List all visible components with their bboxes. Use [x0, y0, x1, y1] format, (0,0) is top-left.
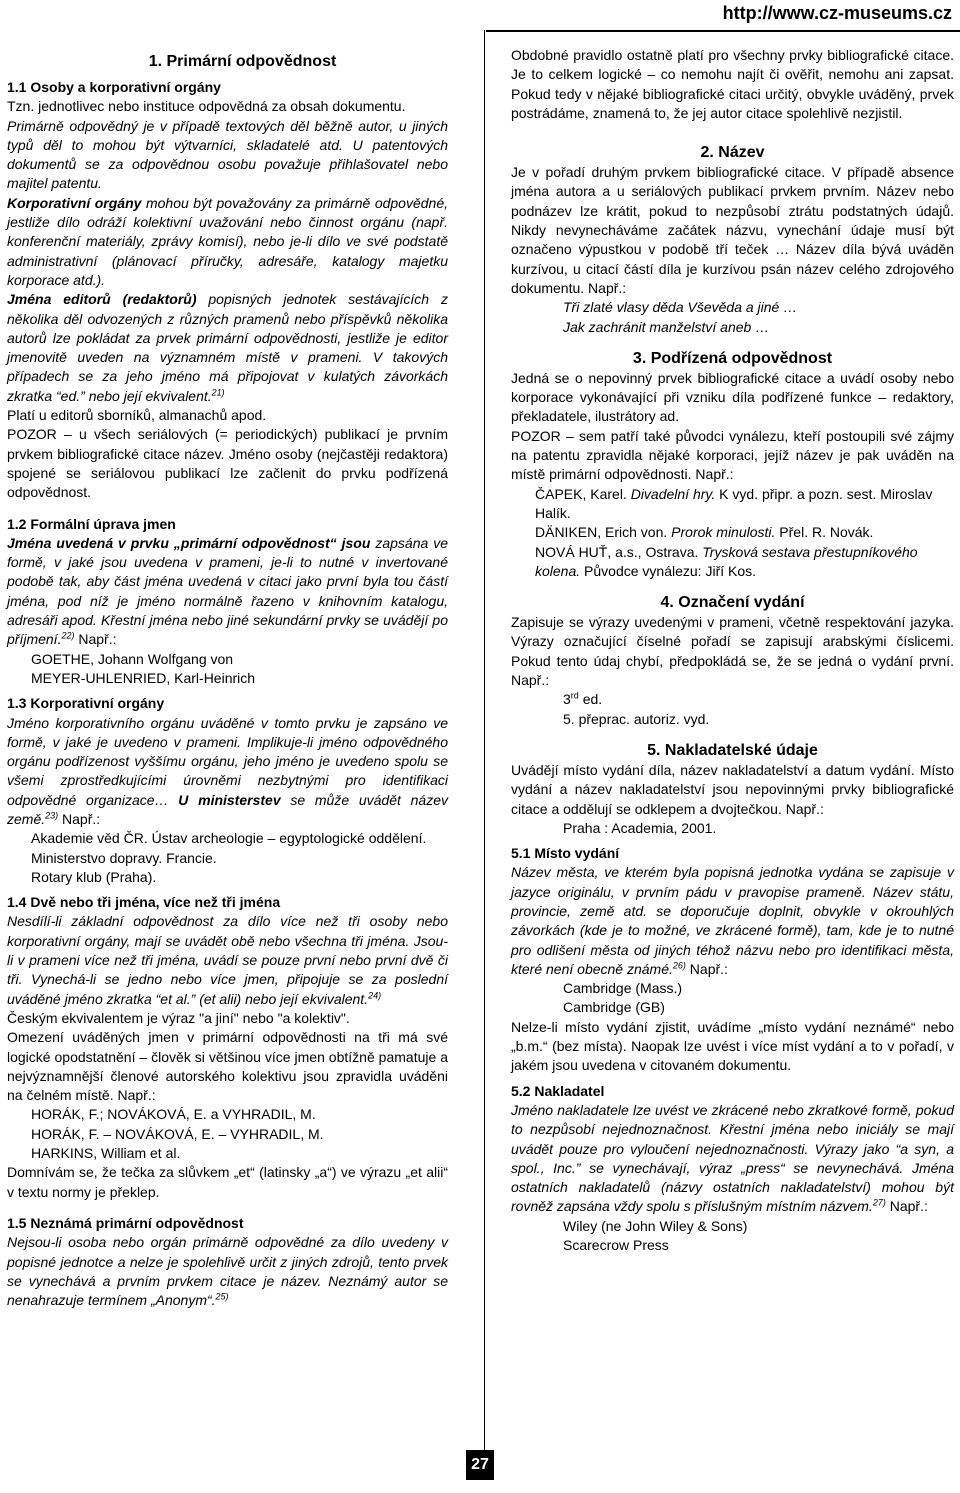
example-line: 5. přeprac. autoriz. vyd. [563, 710, 710, 727]
paragraph: POZOR – sem patří také původci vynálezu, kteří postoupili své zájmy na patentu zpravidla nějaké korporaci, jejíž název je pak uváděn na místě primární odpovědnosti. Např.: [511, 427, 954, 483]
footnote-ref: 26) [672, 960, 686, 971]
paragraph: Název města, ve kterém byla popisná jednotka vydána se zapisuje v jazyce originálu, v prvním pádu v pravopise prameně. Název státu, provincie, země atd. se doporučuje doplnit, obvykle v okrouhlých závorkách (kde je to možné, ve zkrácené formě), tam, kde je to nutné pro odlišení města od jiných téhož názvu nebo pro identifikaci města, které není obecně známé.$^{26)}$ Např.: [511, 864, 954, 977]
example-line: Cambridge (GB) [563, 999, 665, 1016]
footnote-ref: 22) [61, 630, 75, 641]
paragraph: Nejsou-li osoba nebo orgán primárně odpovědné za dílo uvedeny v popisné jednotce a nelze je spolehlivě určit z jiných zdrojů, tento prvek se vynechává a prvním prvkem citace je název. Neznámý autor se nenahrazuje termínem „Anonym“.$^{25)}$ [7, 1234, 448, 1309]
subsection-heading: 1.5 Neznámá primární odpovědnost [7, 1214, 244, 1231]
section-title: 3. Podřízená odpovědnost [632, 349, 833, 367]
paragraph: Korporativní orgány mohou být považovány za primárně odpovědné, jestliže dílo odráží kolektivní uvažování nebo činnost orgánu (např. konferenční materiály, zprávy komisí), nebo je-li dílo ve své podstatě administrativní (plánovací příručky, adresáře, katalogy majetku korporace atd.). [7, 194, 448, 288]
example-line: HARKINS, William et al. [31, 1145, 181, 1162]
example-line: 3rd ed. [563, 690, 603, 708]
paragraph: Jedná se o nepovinný prvek bibliografické citace a uvádí osoby nebo korporace vykonávající při vzniku díla podřízené funkce – redaktory, překladatele, ilustrátory ad. [511, 369, 954, 425]
example-line: Praha : Academia, 2001. [563, 819, 717, 836]
paragraph: Uvádějí místo vydání díla, název nakladatelství a datum vydání. Místo vydání a název nakladatelství jsou nepovinnými prvky bibliografické citace a oddělují se odklepem a dvojtečkou. Např.: [511, 761, 954, 817]
paragraph: Jméno korporativního orgánu uváděné v tomto prvku je zapsáno ve formě, v jaké je uvedeno v prameni. Implikuje-li jméno odpovědného orgánu podřízenost vyššímu orgánu, jeho jméno je uvedeno spolu se všemi zprostředkujícími úrovněmi nezbytnými pro identifikaci odpovědné organizace… U ministerstev se může uvádět název země.$^{23)}$ Např.: [7, 714, 448, 827]
example-line: Wiley (ne John Wiley & Sons) [563, 1217, 748, 1234]
footnote-ref: 27) [872, 1197, 886, 1208]
subsection-heading: 5.1 Místo vydání [511, 845, 620, 862]
paragraph: Obdobné pravidlo ostatně platí pro všechny prvky bibliografické citace. Je to celkem logické – co nemohu najít či ověřit, nemohu ani zapsat. Pokud tedy v nějaké bibliografické citaci určitý, obvykle uváděný, prvek postrádáme, znamená to, že jej autor citace spolehlivě nezjistil. [511, 47, 954, 121]
example-line: DÄNIKEN, Erich von. Prorok minulosti. Přel. R. Novák. [535, 524, 874, 541]
example-line: NOVÁ HUŤ, a.s., Ostrava. Trysková sestava přestupníkového kolena. Původce vynálezu: Jiří Kos. [535, 543, 918, 579]
subsection-heading: 1.4 Dvě nebo tři jména, více než tři jména [7, 894, 281, 911]
footnote-ref: 24) [368, 990, 382, 1000]
bold-term: Jména editorů (redaktorů) [7, 291, 197, 308]
section-title: 4. Označení vydání [660, 594, 805, 612]
paragraph: Primárně odpovědný je v případě textových děl běžně autor, u jiných typů děl to mohou být výtvarníci, skladatelé atd. U patentových dokumentů se za odpovědnou osobu považuje přihlašovatel nebo majitel patentu. [7, 117, 448, 192]
example-line: HORÁK, F. – NOVÁKOVÁ, E. – VYHRADIL, M. [31, 1125, 324, 1142]
section-title: 2. Název [700, 144, 765, 162]
paragraph: Tzn. jednotlivec nebo instituce odpovědná za obsah dokumentu. [7, 98, 406, 115]
example-line: ČAPEK, Karel. Divadelní hry. K vyd. připr. a pozn. sest. Miroslav Halík. [535, 485, 933, 521]
paragraph: Platí u editorů sborníků, almanachů apod. [7, 407, 267, 424]
example-line: GOETHE, Johann Wolfgang von [31, 650, 234, 667]
header-url[interactable]: http://www.cz-museums.cz [722, 3, 952, 23]
paragraph: Nelze-li místo vydání zjistit, uvádíme „místo vydání neznámé“ nebo „b.m.“ (bez místa). Naopak lze uvést i více míst vydání a to v pořadí, v jakém jsou uvedena v citovaném dokumentu. [511, 1018, 954, 1074]
paragraph: Jméno nakladatele lze uvést ve zkrácené nebo zkratkové formě, pokud to nezpůsobí nejednoznačnost. Křestní jména nebo iniciály se mají uvádět pouze pro vyloučení nejednoznačnosti. Výrazy jako “a syn, a spol., Inc.” se vynechávají, výraz „press“ se nevynechává. Jména ostatních nakladatelů (názvy ostatních nakladatelství) mohou být rovněž zapsána vždy spolu s příslušným místním názvem.$^{27)}$ Např.: [511, 1101, 954, 1215]
section-title: 1. Primární odpovědnost [148, 53, 337, 70]
subsection-heading: 5.2 Nakladatel [511, 1082, 605, 1099]
paragraph: POZOR – u všech seriálových (= periodických) publikací je prvním prvkem bibliografické citace název. Jméno osoby (nejčastěji redaktora) spojené se seriálovou publikací lze začlenit do prvku podřízená odpovědnost. [7, 426, 448, 501]
example-line: Tři zlaté vlasy děda Vševěda a jiné … [563, 299, 798, 316]
subsection-heading: 1.2 Formální úprava jmen [7, 515, 176, 532]
example-line: MEYER-UHLENRIED, Karl-Heinrich [31, 669, 256, 686]
example-line: Ministerstvo dopravy. Francie. [31, 849, 217, 866]
footnote-ref: 21) [211, 387, 225, 398]
paragraph: Je v pořadí druhým prvkem bibliografické citace. V případě absence jména autora a u seriálových publikací prvkem prvním. Název nebo podnázev lze krátit, pokud to nezpůsobí ztrátu podstatných údajů. Nikdy nevynecháváme začátek názvu, vynechání údaje musí být označeno výpustkou v podobě tří teček … Název díla bývá uváděn kurzívou, u citací částí díla je kurzívou psán název celého zdrojového dokumentu. Např.: [511, 164, 954, 296]
bold-term: Korporativní orgány [7, 194, 142, 211]
footnote-ref: 23) [45, 810, 59, 821]
example-line: Jak zachránit manželství aneb … [563, 318, 770, 335]
example-line: Cambridge (Mass.) [563, 980, 683, 997]
example-line: Akademie věd ČR. Ústav archeologie – egyptologické oddělení. [31, 830, 427, 847]
section-title: 5. Nakladatelské údaje [647, 741, 818, 759]
page-number: 27 [466, 1450, 494, 1480]
paragraph: Jména uvedená v prvku „primární odpovědnost“ jsou zapsána ve formě, v jaké jsou uvedena v prameni, je-li to nutné v invertované podobě tak, aby část jména uvedená v citaci jako první byla tou částí jména, pod níž je jméno normálně řazeno v knihovním katalogu, adresáři apod. Křestní jména nebo jiné sekundární prvky se uvádějí po příjmení.$^{22)}$ Např.: [7, 534, 448, 648]
column-divider [484, 30, 485, 1453]
subsection-heading: 1.3 Korporativní orgány [7, 695, 165, 712]
paragraph: Omezení uváděných jmen v primární odpovědnosti na tři má své logické opodstatnění – člověk si většinou více jmen obtížně pamatuje a nejvýznamnější členové autorského kolektivu jsou zpravidla uváděni na čelném místě. Např.: [7, 1029, 448, 1104]
header-rule [486, 30, 960, 32]
paragraph: Nesdílí-li základní odpovědnost za dílo více než tři osoby nebo korporativní orgány, mají se uvádět obě nebo všechna tři jména. Jsou-li v prameni více než tři jména, uvádí se pouze první nebo první dvě či tři. Vynechá-li se jedno nebo více jmen, připojuje se za poslední uváděné jméno zkratka “et al.” (et alii) nebo její ekvivalent.$^{24)}$ [7, 913, 448, 1007]
example-line: Scarecrow Press [563, 1237, 669, 1254]
footnote-ref: 25) [215, 1291, 229, 1302]
paragraph: Jména editorů (redaktorů) popisných jednotek sestávajících z několika děl odvozených z různých pramenů nebo příspěvků několika autorů lze pokládat za prvek primární odpovědnosti, jestliže je editor jmenovitě uveden na významném místě v prameni. V takových případech se za jeho jméno má připojovat v kulatých závorkách zkratka “ed.” nebo její ekvivalent.$^{21)}$ [7, 291, 448, 404]
paragraph: Zapisuje se výrazy uvedenými v prameni, včetně respektování jazyka. Výrazy označující číselné pořadí se zapisují arabskými číslicemi. Pokud tento údaj chybí, předpokládá se, že se jedná o vydání první. Např.: [511, 614, 954, 689]
example-line: Rotary klub (Praha). [31, 868, 157, 885]
subsection-heading: 1.1 Osoby a korporativní orgány [7, 79, 221, 95]
paragraph: Domnívám se, že tečka za slůvkem „et“ (latinsky „a“) ve výrazu „et alii“ v textu normy je překlep. [7, 1164, 448, 1200]
paragraph: Českým ekvivalentem je výraz "a jiní" nebo "a kolektiv". [7, 1009, 350, 1026]
right-column [511, 46, 954, 1255]
left-column [7, 52, 448, 1310]
example-line: HORÁK, F.; NOVÁKOVÁ, E. a VYHRADIL, M. [31, 1106, 316, 1123]
